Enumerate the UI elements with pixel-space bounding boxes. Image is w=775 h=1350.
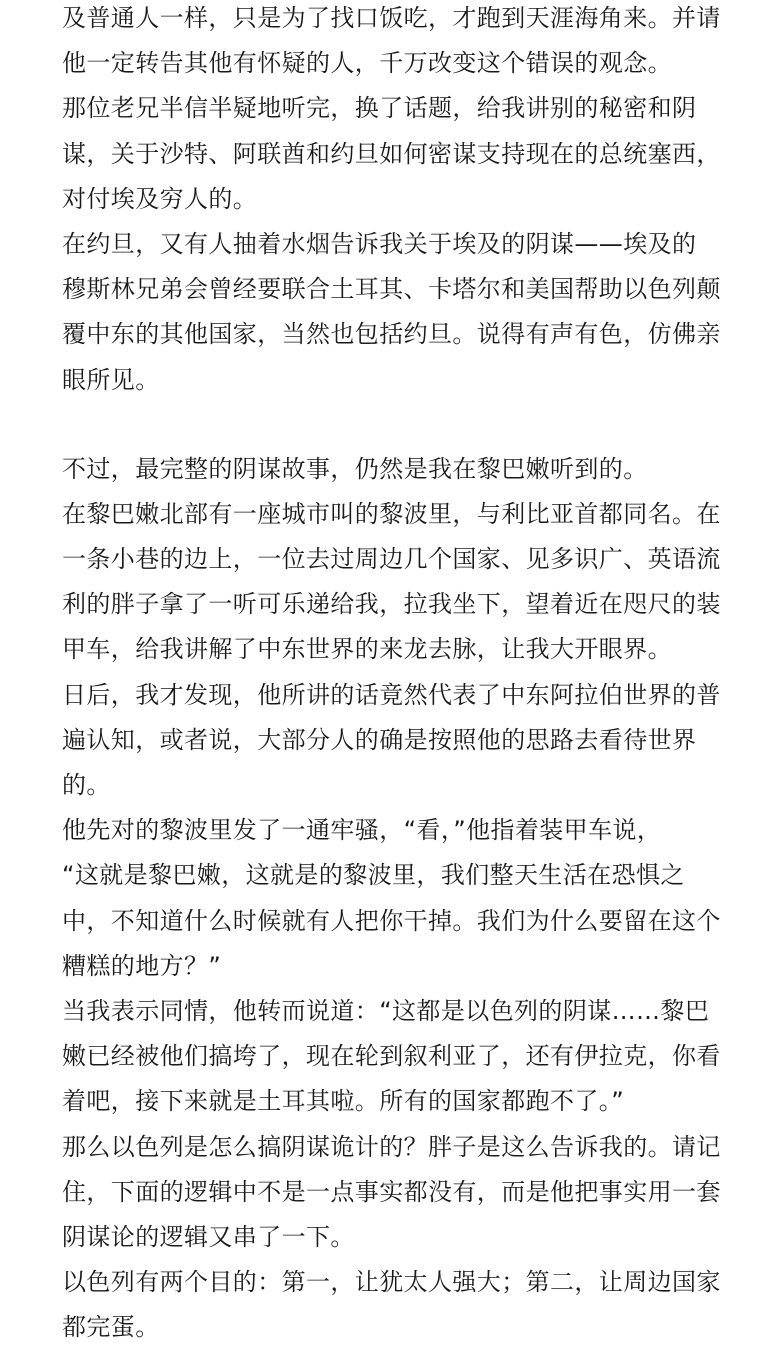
paragraph bbox=[62, 222, 727, 403]
text-line: 以色列有两个目的：第一，让犹太人强大；第二，让周边国家 bbox=[62, 1268, 721, 1297]
text-line: “这就是黎巴嫩，这就是的黎波里，我们整天生活在恐惧之 bbox=[62, 861, 685, 890]
text-line: 他先对的黎波里发了一通牢骚，“看，”他指着装甲车说， bbox=[62, 816, 662, 845]
text-line: 利的胖子拿了一听可乐递给我，拉我坐下，望着近在咫尺的装 bbox=[62, 590, 721, 619]
paragraph bbox=[62, 1260, 727, 1350]
text-line: 不过，最完整的阴谋故事，仍然是我在黎巴嫩听到的。 bbox=[62, 454, 648, 483]
text-line: 谋，关于沙特、阿联酋和约旦如何密谋支持现在的总统塞西， bbox=[62, 139, 721, 168]
text-line: 嫩已经被他们搞垮了，现在轮到叙利亚了，还有伊拉克，你看 bbox=[62, 1042, 721, 1071]
text-line: 对付埃及穷人的。 bbox=[62, 184, 258, 213]
text-line: 日后，我才发现，他所讲的话竟然代表了中东阿拉伯世界的普 bbox=[62, 680, 721, 709]
text-line: 覆中东的其他国家，当然也包括约旦。说得有声有色，仿佛亲 bbox=[62, 320, 721, 349]
text-line: 的。 bbox=[62, 771, 111, 799]
paragraph bbox=[62, 673, 727, 809]
article-body bbox=[62, 0, 727, 1350]
paragraph bbox=[62, 0, 727, 86]
text-line: 阴谋论的逻辑又串了一下。 bbox=[62, 1222, 355, 1251]
text-line: 遍认知，或者说，大部分人的确是按照他的思路去看待世界 bbox=[62, 725, 697, 754]
paragraph bbox=[62, 808, 727, 989]
text-line: 眼所见。 bbox=[62, 365, 160, 394]
paragraph-spacer bbox=[62, 403, 727, 447]
text-line: 在黎巴嫩北部有一座城市叫的黎波里，与利比亚首都同名。在 bbox=[62, 499, 721, 528]
paragraph bbox=[62, 492, 727, 673]
paragraph bbox=[62, 447, 727, 492]
text-line: 穆斯林兄弟会曾经要联合土耳其、卡塔尔和美国帮助以色列颠 bbox=[62, 275, 721, 304]
text-line: 着吧，接下来就是土耳其啦。所有的国家都跑不了。” bbox=[62, 1087, 625, 1116]
text-line: 那位老兄半信半疑地听完，换了话题，给我讲别的秘密和阴 bbox=[62, 94, 697, 123]
text-line: 及普通人一样，只是为了找口饭吃，才跑到天涯海角来。并请 bbox=[62, 4, 721, 32]
text-line: 都完蛋。 bbox=[62, 1313, 160, 1342]
text-line: 糟糕的地方？” bbox=[62, 951, 222, 980]
text-line: 住，下面的逻辑中不是一点事实都没有，而是他把事实用一套 bbox=[62, 1177, 721, 1206]
paragraph bbox=[62, 86, 727, 222]
paragraph bbox=[62, 1125, 727, 1261]
text-line: 一条小巷的边上，一位去过周边几个国家、见多识广、英语流 bbox=[62, 545, 721, 574]
text-line: 他一定转告其他有怀疑的人，千万改变这个错误的观念。 bbox=[62, 49, 672, 78]
text-line: 中，不知道什么时候就有人把你干掉。我们为什么要留在这个 bbox=[62, 906, 721, 935]
text-line: 甲车，给我讲解了中东世界的来龙去脉，让我大开眼界。 bbox=[62, 635, 672, 664]
paragraph bbox=[62, 989, 727, 1125]
text-line: 在约旦，又有人抽着水烟告诉我关于埃及的阴谋——埃及的 bbox=[62, 229, 697, 258]
text-line: 当我表示同情，他转而说道：“这都是以色列的阴谋……黎巴 bbox=[62, 996, 710, 1025]
text-line: 那么以色列是怎么搞阴谋诡计的？胖子是这么告诉我的。请记 bbox=[62, 1132, 721, 1161]
